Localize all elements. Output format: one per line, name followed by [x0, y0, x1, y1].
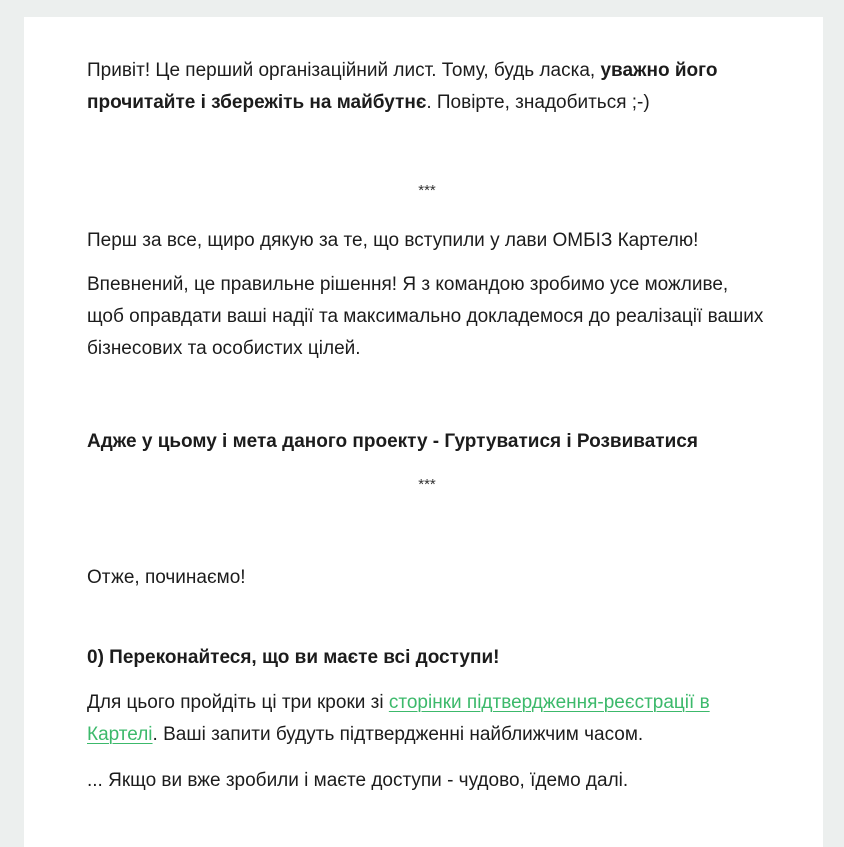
intro-text: Привіт! Це перший організаційний лист. Тому, будь ласка, [87, 60, 601, 81]
thanks-paragraph: Перш за все, щиро дякую за те, що вступили у лави ОМБІЗ Картелю! [87, 230, 699, 251]
intro-bold-text: уважно його прочитайте і збережіть на майбутнє [87, 60, 718, 113]
step0-text: Для цього пройдіть ці три кроки зі [87, 692, 389, 713]
goal-heading: Адже у цьому і мета даного проекту - Гуртуватися і Розвиватися [87, 431, 698, 452]
separator: *** [418, 182, 436, 199]
done-note-paragraph: ... Якщо ви вже зробили і маєте доступи - чудово, їдемо далі. [87, 770, 629, 791]
step0-paragraph [87, 687, 767, 751]
confidence-paragraph: Впевнений, це правильне рішення! Я з командою зробимо усе можливе, щоб оправдати ваші надії та максимально докладемося до реалізації ваших бізнесових та особистих цілей. [87, 274, 764, 359]
step0-text-end: . Ваші запити будуть підтвердженні найближчим часом. [152, 724, 644, 745]
start-paragraph: Отже, починаємо! [87, 567, 246, 588]
registration-confirmation-link[interactable]: сторінки підтвердження-реєстрації в Картелі [87, 692, 710, 745]
separator: *** [418, 476, 436, 493]
intro-text-end: . Повірте, знадобиться ;-) [426, 92, 650, 113]
intro-paragraph [87, 55, 767, 119]
step0-heading: 0) Переконайтеся, що ви маєте всі доступи! [87, 647, 500, 668]
email-card [24, 17, 823, 847]
